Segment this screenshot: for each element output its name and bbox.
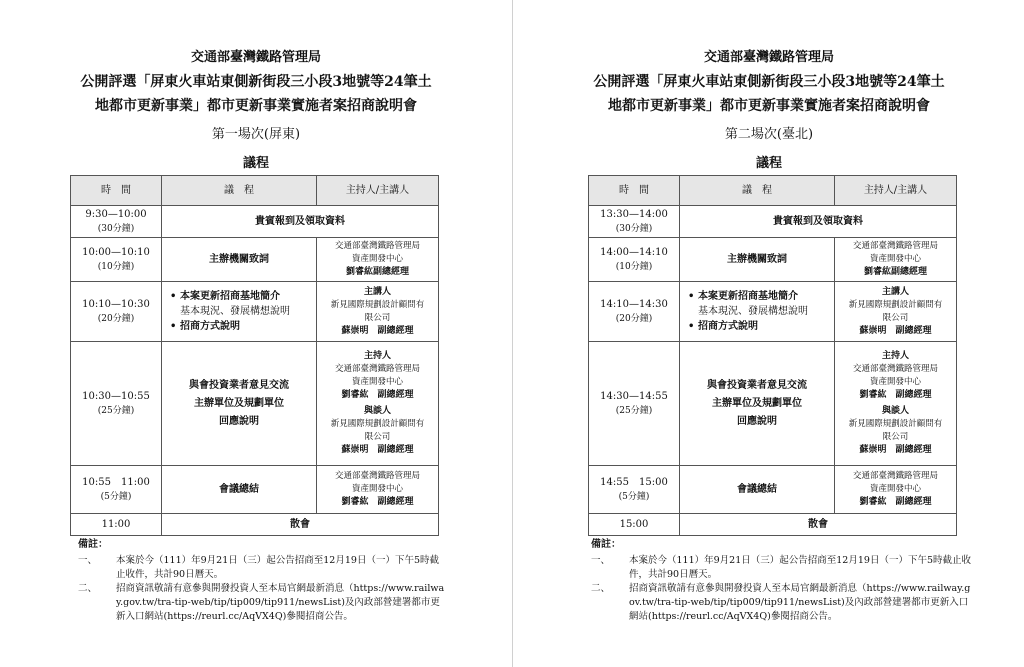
time-cell	[589, 466, 680, 514]
bullet-item: • 本案更新招商基地簡介	[170, 291, 280, 302]
program-cell: 主辦機關致詞	[162, 238, 317, 282]
table-row	[589, 238, 957, 282]
program-bullets	[162, 289, 316, 334]
time-range: 14:00—14:10	[600, 246, 668, 258]
bullet-item: • 招商方式說明	[688, 321, 758, 332]
time-range: 14:30—14:55	[600, 390, 668, 402]
time-range: 14:55 15:00	[600, 476, 668, 488]
time-range: 10:55 11:00	[82, 476, 150, 488]
host-cell	[835, 238, 957, 282]
program-cell: 會議總結	[162, 466, 317, 514]
note-number: 二、	[591, 583, 611, 594]
document-title-line-1: 公開評選「屏東火車站東側新街段三小段3地號等24筆土	[593, 74, 945, 90]
note-text: 招商資訊敬請有意參與開發投資人至本局官網最新消息（https://www.railway.gov.tw/tra-tip-web/tip/tip009/tip911/newsList)及內政部營建署都市更新入口網站(https://reurl.cc/AqVX4Q)參閱招商公告。	[116, 583, 445, 622]
notes-section	[591, 538, 971, 624]
host-dept: 資產開發中心	[351, 377, 403, 387]
host-dept: 資產開發中心	[869, 377, 921, 387]
panelist-org-cont: 限公司	[364, 432, 391, 442]
duration: (20分鐘)	[615, 313, 653, 324]
host-person: 蘇崇明 副總經理	[341, 325, 414, 336]
host-role: 主持人	[881, 351, 909, 361]
host-org: 交通部臺灣鐵路管理局	[852, 471, 938, 481]
duration: (30分鐘)	[615, 223, 653, 234]
program-cell: 貴賓報到及領取資料	[680, 206, 957, 238]
host-org-cont: 限公司	[364, 312, 391, 323]
table-row	[589, 206, 957, 238]
organization-name: 交通部臺灣鐵路管理局	[190, 50, 321, 65]
document-title-line-2: 地都市更新事業」都市更新事業實施者案招商說明會	[608, 98, 930, 114]
table-row	[589, 282, 957, 342]
program-cell	[162, 342, 317, 466]
panelist-role: 與談人	[881, 406, 909, 416]
bullet-subitem: 基本現況、發展構想說明	[698, 306, 808, 317]
duration: (20分鐘)	[97, 313, 135, 324]
time-cell	[71, 466, 162, 514]
time-range: 14:10—14:30	[600, 298, 668, 310]
host-org: 交通部臺灣鐵路管理局	[852, 241, 938, 251]
header-program: 議 程	[162, 176, 317, 206]
program-cell: 貴賓報到及領取資料	[162, 206, 439, 238]
table-row	[71, 206, 439, 238]
host-dept: 資產開發中心	[869, 254, 921, 264]
program-cell	[680, 342, 835, 466]
program-line: 主辦單位及規劃單位	[712, 397, 802, 409]
host-person: 劉睿紘副總經理	[345, 267, 409, 277]
panelist-role: 與談人	[363, 406, 391, 416]
host-role: 主講人	[881, 286, 909, 297]
table-row	[589, 514, 957, 536]
host-person: 劉睿紘 副總經理	[859, 497, 932, 507]
agenda-heading: 議程	[755, 156, 782, 171]
host-org: 交通部臺灣鐵路管理局	[334, 241, 420, 251]
host-org-cont: 限公司	[882, 312, 909, 323]
host-dept: 資產開發中心	[351, 484, 403, 494]
time-cell	[589, 238, 680, 282]
time-cell	[71, 342, 162, 466]
host-org: 交通部臺灣鐵路管理局	[334, 471, 420, 481]
note-text: 招商資訊敬請有意參與開發投資人至本局官網最新消息（https://www.railway.gov.tw/tra-tip-web/tip/tip009/tip911/newsList)及內政部營建署都市更新入口網站(https://reurl.cc/AqVX4Q)參閱招商公告。	[629, 583, 971, 622]
notes-section	[78, 538, 448, 624]
host-person: 劉睿紘副總經理	[863, 267, 927, 277]
note-text: 本案於今（111）年9月21日（三）起公告招商至12月19日（一）下午5時截止收件，共計90日曆天。	[629, 555, 971, 580]
time-cell	[71, 206, 162, 238]
program-bullets	[680, 289, 834, 334]
time-cell	[589, 206, 680, 238]
host-org: 交通部臺灣鐵路管理局	[852, 364, 938, 374]
notes-title: 備註：	[78, 539, 108, 550]
program-line: 回應說明	[219, 415, 259, 427]
table-row	[71, 342, 439, 466]
bullet-subitem: 基本現況、發展構想說明	[180, 306, 290, 317]
table-row	[589, 466, 957, 514]
host-org: 交通部臺灣鐵路管理局	[334, 364, 420, 374]
header-host: 主持人/主講人	[317, 176, 439, 206]
program-line: 與會投資業者意見交流	[707, 379, 807, 391]
bullet-item: • 招商方式說明	[170, 321, 240, 332]
session-label: 第二場次(臺北)	[724, 127, 814, 142]
panelist-org: 新見國際規劃設計顧問有	[848, 419, 943, 429]
host-org: 新見國際規劃設計顧問有	[330, 299, 425, 310]
host-cell	[317, 466, 439, 514]
program-line: 與會投資業者意見交流	[189, 379, 289, 391]
table-row	[71, 238, 439, 282]
host-dept: 資產開發中心	[351, 254, 403, 264]
document-title-line-1: 公開評選「屏東火車站東側新街段三小段3地號等24筆土	[80, 74, 432, 90]
agenda-heading: 議程	[242, 156, 269, 171]
duration: (30分鐘)	[97, 223, 135, 234]
time-cell: 11:00	[71, 514, 162, 536]
program-cell	[680, 282, 835, 342]
note-item	[78, 582, 448, 624]
program-cell: 散會	[162, 514, 439, 536]
host-role: 主持人	[363, 351, 391, 361]
panelist-person: 蘇崇明 副總經理	[341, 445, 414, 455]
time-range: 10:30—10:55	[82, 390, 150, 402]
program-cell: 主辦機關致詞	[680, 238, 835, 282]
time-cell	[71, 238, 162, 282]
organization-name: 交通部臺灣鐵路管理局	[703, 50, 834, 65]
table-row	[71, 466, 439, 514]
host-cell	[317, 238, 439, 282]
time-range: 13:30—14:00	[600, 208, 668, 220]
table-row	[71, 514, 439, 536]
notes-title: 備註：	[591, 539, 621, 550]
table-header-row	[71, 176, 439, 206]
host-person: 蘇崇明 副總經理	[859, 325, 932, 336]
session-label: 第一場次(屏東)	[211, 127, 301, 142]
host-person: 劉睿紘 副總經理	[859, 390, 932, 400]
host-cell	[835, 282, 957, 342]
host-org: 新見國際規劃設計顧問有	[848, 299, 943, 310]
time-cell	[589, 342, 680, 466]
header-time: 時 間	[589, 176, 680, 206]
table-row	[71, 282, 439, 342]
time-cell: 15:00	[589, 514, 680, 536]
document-title-line-2: 地都市更新事業」都市更新事業實施者案招商說明會	[95, 98, 417, 114]
note-number: 二、	[78, 583, 98, 594]
panelist-org-cont: 限公司	[882, 432, 909, 442]
host-cell	[317, 342, 439, 466]
note-number: 一、	[591, 555, 611, 566]
header-program: 議 程	[680, 176, 835, 206]
document-page-2	[513, 0, 1024, 667]
program-line: 回應說明	[737, 415, 777, 427]
note-text: 本案於今（111）年9月21日（三）起公告招商至12月19日（一）下午5時截止收件，共計90日曆天。	[116, 555, 439, 580]
host-cell	[835, 342, 957, 466]
time-range: 10:00—10:10	[82, 246, 150, 258]
agenda-table	[588, 175, 957, 536]
duration: (10分鐘)	[615, 261, 653, 272]
note-number: 一、	[78, 555, 98, 566]
program-cell: 會議總結	[680, 466, 835, 514]
time-cell	[71, 282, 162, 342]
duration: (10分鐘)	[97, 261, 135, 272]
panelist-person: 蘇崇明 副總經理	[859, 445, 932, 455]
duration: (25分鐘)	[615, 405, 653, 416]
program-line: 主辦單位及規劃單位	[194, 397, 284, 409]
host-cell	[835, 466, 957, 514]
host-person: 劉睿紘 副總經理	[341, 497, 414, 507]
note-item	[78, 554, 448, 582]
panelist-org: 新見國際規劃設計顧問有	[330, 419, 425, 429]
program-cell	[162, 282, 317, 342]
time-range: 10:10—10:30	[82, 298, 150, 310]
bullet-item: • 本案更新招商基地簡介	[688, 291, 798, 302]
agenda-table	[70, 175, 439, 536]
note-item	[591, 554, 971, 582]
host-role: 主講人	[363, 286, 391, 297]
duration: (5分鐘)	[618, 491, 650, 502]
time-cell	[589, 282, 680, 342]
host-person: 劉睿紘 副總經理	[341, 390, 414, 400]
note-item	[591, 582, 971, 624]
program-cell: 散會	[680, 514, 957, 536]
time-range: 9:30—10:00	[85, 208, 147, 220]
header-time: 時 間	[71, 176, 162, 206]
table-header-row	[589, 176, 957, 206]
host-dept: 資產開發中心	[869, 484, 921, 494]
header-host: 主持人/主講人	[835, 176, 957, 206]
duration: (5分鐘)	[100, 491, 132, 502]
table-row	[589, 342, 957, 466]
duration: (25分鐘)	[97, 405, 135, 416]
host-cell	[317, 282, 439, 342]
